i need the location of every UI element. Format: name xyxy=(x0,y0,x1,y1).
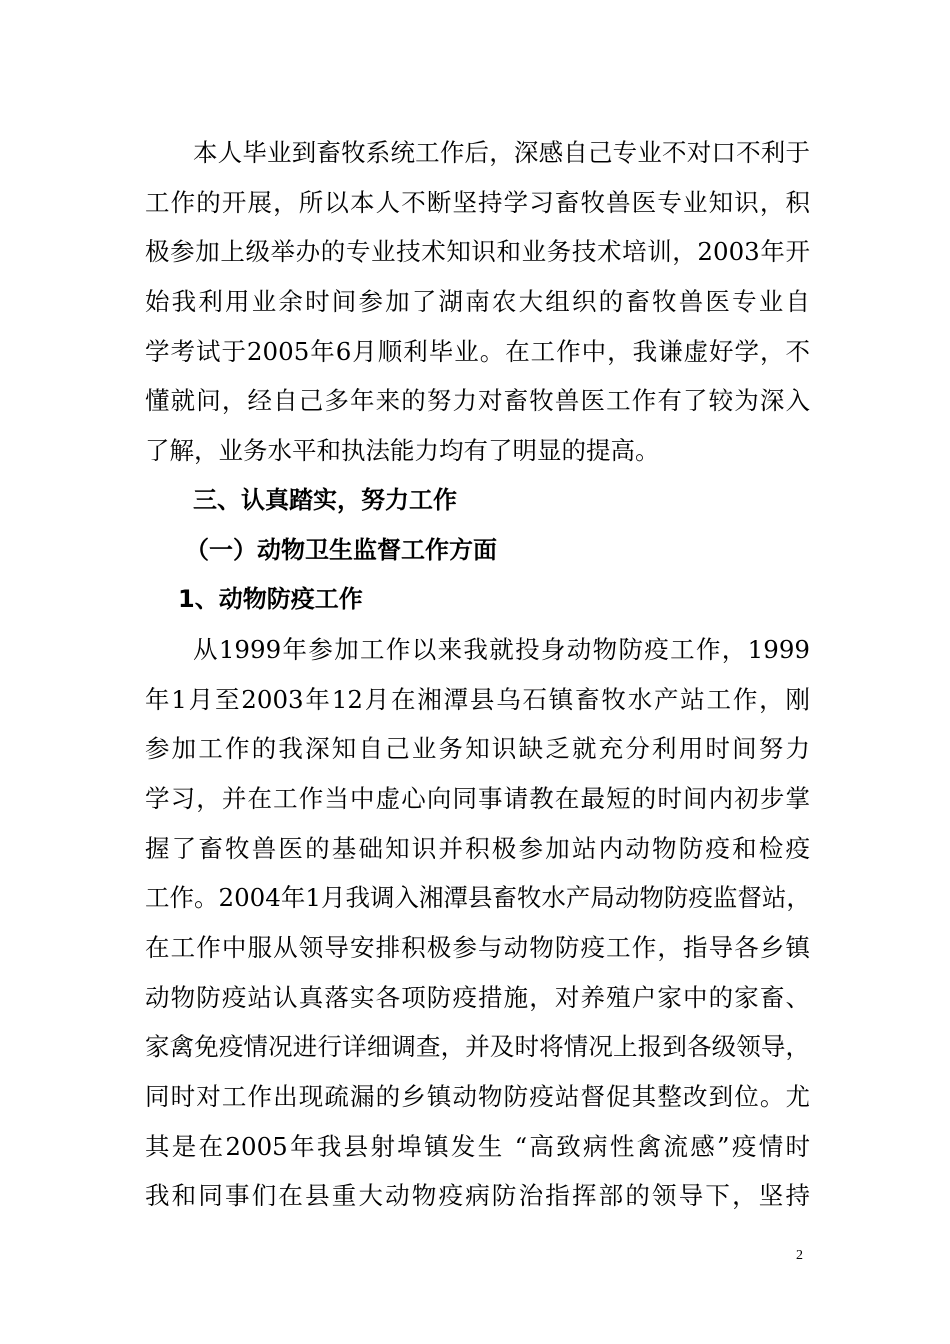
text-line: 我和同事们在县重大动物疫病防治指挥部的领导下，坚持 xyxy=(145,1181,810,1211)
text-line: 学习，并在工作当中虚心向同事请教在最短的时间内初步掌 xyxy=(145,783,810,813)
paragraph-2 xyxy=(145,625,810,1221)
text-line: 在工作中服从领导安排积极参与动物防疫工作，指导各乡镇 xyxy=(145,933,810,962)
text-line: 参加工作的我深知自己业务知识缺乏就充分利用时间努力 xyxy=(145,734,810,764)
text-line: 年1月至2003年12月在湘潭县乌石镇畜牧水产站工作，刚 xyxy=(145,684,810,714)
item-heading: 1、动物防疫工作 xyxy=(178,585,363,614)
text-line: 懂就问，经自己多年来的努力对畜牧兽医工作有了较为深入 xyxy=(145,386,810,416)
text-line: 工作的开展，所以本人不断坚持学习畜牧兽医专业知识，积 xyxy=(145,187,810,217)
subsection-heading: （一）动物卫生监督工作方面 xyxy=(185,535,497,564)
text-line: 本人毕业到畜牧系统工作后，深感自己专业不对口不利于 xyxy=(193,138,810,167)
paragraph-1 xyxy=(145,128,810,476)
text-line: 其是在2005年我县射埠镇发生 “高致病性禽流感”疫情时 xyxy=(145,1131,810,1161)
text-line: 始我利用业余时间参加了湖南农大组织的畜牧兽医专业自 xyxy=(145,287,810,317)
page-number: 2 xyxy=(796,1248,803,1263)
text-line: 学考试于2005年6月顺利毕业。在工作中，我谦虚好学，不 xyxy=(145,336,810,366)
text-line: 极参加上级举办的专业技术知识和业务技术培训，2003年开 xyxy=(145,237,810,267)
section-heading: 三、认真踏实，努力工作 xyxy=(193,485,457,514)
text-line: 工作。2004年1月我调入湘潭县畜牧水产局动物防疫监督站， xyxy=(145,883,811,913)
text-line: 动物防疫站认真落实各项防疫措施，对养殖户家中的家畜、 xyxy=(145,982,810,1012)
text-line: 家禽免疫情况进行详细调查，并及时将情况上报到各级领导， xyxy=(145,1032,810,1062)
text-line: 从1999年参加工作以来我就投身动物防疫工作，1999 xyxy=(193,634,810,664)
text-line: 了解，业务水平和执法能力均有了明显的提高。 xyxy=(145,436,660,466)
text-line: 握了畜牧兽医的基础知识并积极参加站内动物防疫和检疫 xyxy=(145,833,810,863)
document-body xyxy=(145,128,810,1221)
text-line: 同时对工作出现疏漏的乡镇动物防疫站督促其整改到位。尤 xyxy=(145,1082,810,1112)
